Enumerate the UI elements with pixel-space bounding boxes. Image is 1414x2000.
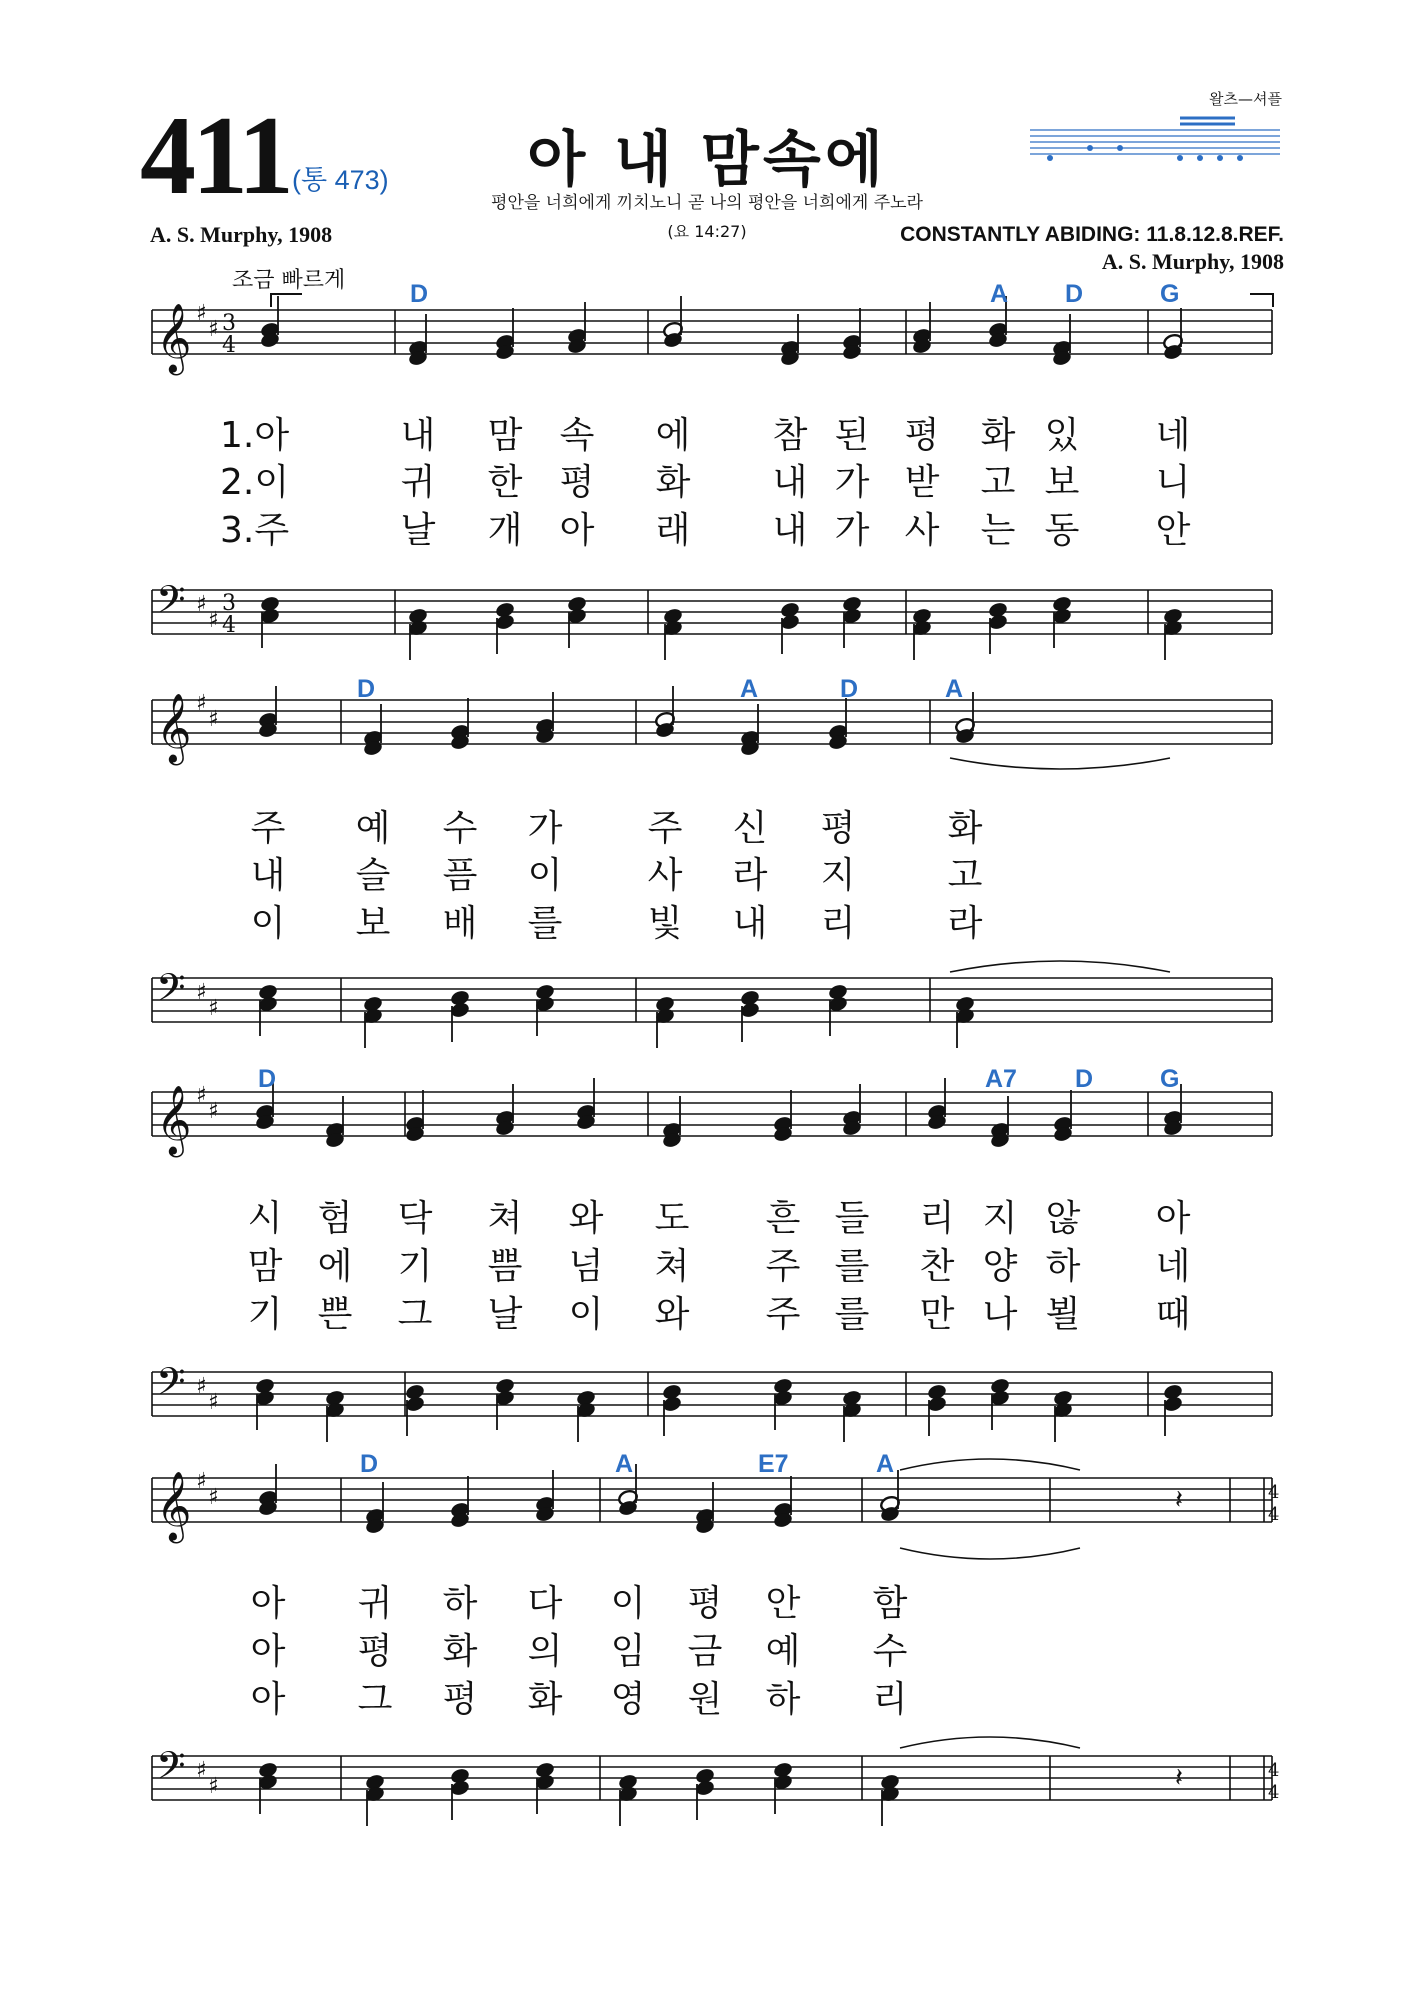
lyric-syllable: 찬: [919, 1246, 955, 1287]
chord-symbol: A7: [985, 1065, 1017, 1093]
bass-clef: 𝄢: [156, 965, 186, 1019]
sharp-sign: ♯: [208, 1099, 219, 1124]
lyric-syllable: 리: [919, 1198, 955, 1239]
time-signature: 4: [222, 333, 236, 358]
lyric-syllable: 주: [765, 1246, 801, 1287]
lyric-syllable: 배: [442, 903, 478, 944]
lyric-syllable: 가: [834, 462, 870, 503]
chord-symbol: A: [615, 1450, 634, 1478]
lyric-syllable: 들: [834, 1198, 870, 1239]
chord-symbol: G: [1160, 280, 1180, 308]
lyric-syllable: 평: [904, 415, 940, 456]
lyric-syllable: 때: [1155, 1294, 1191, 1335]
lyric-syllable: 이: [250, 903, 286, 944]
scripture-reference: (요 14:27): [667, 222, 747, 241]
lyric-syllable: 기: [247, 1294, 283, 1335]
lyric-syllable: 신: [732, 808, 768, 849]
sharp-sign: ♯: [208, 317, 219, 342]
lyric-syllable: 된: [834, 415, 870, 456]
verse-number-syllable: 2.이: [220, 462, 290, 503]
sharp-sign: ♯: [196, 691, 207, 716]
time-signature: 4: [1268, 1782, 1280, 1803]
chord-symbol: A: [876, 1450, 895, 1478]
sharp-sign: ♯: [208, 608, 219, 633]
lyric-syllable: 의: [527, 1631, 563, 1672]
rhythm-pattern-label: 왈츠—셔플: [1209, 90, 1282, 108]
chord-symbol: A: [990, 280, 1009, 308]
lyric-syllable: 그: [357, 1679, 393, 1720]
lyric-syllable: 참: [772, 415, 808, 456]
lyric-syllable: 화: [527, 1679, 563, 1720]
lyric-syllable: 지: [982, 1198, 1018, 1239]
lyric-syllable: 를: [527, 903, 563, 944]
time-signature: 4: [1268, 1482, 1280, 1503]
lyric-syllable: 안: [765, 1583, 801, 1624]
sharp-sign: ♯: [208, 707, 219, 732]
lyric-syllable: 이: [610, 1583, 646, 1624]
lyric-syllable: 만: [919, 1294, 955, 1335]
lyric-syllable: 는: [980, 510, 1016, 551]
lyric-syllable: 쁨: [487, 1246, 523, 1287]
lyric-syllable: 하: [765, 1679, 801, 1720]
chord-symbol: D: [840, 675, 859, 703]
lyric-syllable: 한: [487, 462, 523, 503]
lyric-syllable: 수: [872, 1631, 908, 1672]
lyric-syllable: 아: [559, 510, 595, 551]
lyric-syllable: 화: [442, 1631, 478, 1672]
tie: [900, 1459, 1080, 1470]
sharp-sign: ♯: [196, 1469, 207, 1494]
lyric-syllable: 화: [947, 808, 983, 849]
chord-symbol: A: [740, 675, 759, 703]
sharp-sign: ♯: [196, 301, 207, 326]
sharp-sign: ♯: [196, 980, 207, 1005]
tempo-marking: 조금 빠르게: [232, 268, 346, 293]
time-signature: 4: [1268, 1504, 1280, 1525]
lyric-syllable: 임: [610, 1631, 646, 1672]
lyric-syllable: 사: [647, 855, 683, 896]
treble-clef: 𝄞: [156, 1471, 192, 1541]
lyric-syllable: 함: [872, 1583, 908, 1624]
lyric-syllable: 쳐: [654, 1246, 690, 1287]
lyric-syllable: 뵐: [1045, 1294, 1081, 1335]
tie: [900, 1548, 1080, 1559]
lyric-syllable: 아: [250, 1631, 286, 1672]
lyricist-credit: A. S. Murphy, 1908: [150, 222, 333, 247]
lyric-syllable: 맘: [247, 1246, 283, 1287]
lyric-syllable: 평: [357, 1631, 393, 1672]
lyric-syllable: 금: [687, 1631, 723, 1672]
lyric-syllable: 를: [834, 1246, 870, 1287]
quarter-rest: 𝄽: [1175, 1485, 1183, 1515]
lyric-syllable: 넘: [568, 1246, 604, 1287]
lyric-syllable: 지: [820, 855, 856, 896]
lyric-syllable: 슬: [355, 855, 391, 896]
lyric-syllable: 평: [687, 1583, 723, 1624]
chord-symbol: D: [360, 1450, 379, 1478]
lyric-syllable: 네: [1155, 1246, 1191, 1287]
lyric-syllable: 주: [765, 1294, 801, 1335]
lyric-syllable: 이: [568, 1294, 604, 1335]
treble-clef: 𝄞: [156, 303, 192, 373]
lyric-syllable: 예: [355, 808, 391, 849]
lyric-syllable: 받: [904, 462, 940, 503]
lyric-syllable: 가: [527, 808, 563, 849]
lyric-syllable: 귀: [400, 462, 436, 503]
lyric-syllable: 라: [732, 855, 768, 896]
lyric-syllable: 픔: [442, 855, 478, 896]
lyric-syllable: 평: [559, 462, 595, 503]
lyric-syllable: 주: [250, 808, 286, 849]
lyric-syllable: 라: [947, 903, 983, 944]
lyric-syllable: 귀: [357, 1583, 393, 1624]
bass-clef: 𝄢: [156, 1743, 186, 1797]
lyric-syllable: 기: [397, 1246, 433, 1287]
hymn-title: 아 내 맘속에: [527, 125, 887, 195]
lyric-syllable: 양: [982, 1246, 1018, 1287]
lyric-syllable: 도: [654, 1198, 690, 1239]
lyric-syllable: 내: [400, 415, 436, 456]
lyric-syllable: 고: [947, 855, 983, 896]
lyric-syllable: 않: [1045, 1198, 1081, 1239]
treble-clef: 𝄞: [156, 1085, 192, 1155]
lyric-syllable: 닥: [397, 1198, 433, 1239]
lyric-syllable: 동: [1044, 510, 1080, 551]
lyric-syllable: 사: [904, 510, 940, 551]
lyric-syllable: 있: [1044, 415, 1080, 456]
lyric-syllable: 내: [732, 903, 768, 944]
sharp-sign: ♯: [208, 1485, 219, 1510]
lyric-syllable: 에: [655, 415, 691, 456]
chord-symbol: G: [1160, 1065, 1180, 1093]
lyric-syllable: 하: [442, 1583, 478, 1624]
lyric-syllable: 다: [527, 1583, 563, 1624]
lyric-syllable: 평: [820, 808, 856, 849]
tie: [950, 758, 1170, 769]
lyric-syllable: 쁜: [317, 1294, 353, 1335]
chord-symbol: D: [258, 1065, 277, 1093]
lyric-syllable: 시: [247, 1198, 283, 1239]
lyric-syllable: 나: [982, 1294, 1018, 1335]
lyric-syllable: 화: [980, 415, 1016, 456]
lyric-syllable: 니: [1155, 462, 1191, 503]
chord-symbol: A: [945, 675, 964, 703]
chord-symbol: D: [1065, 280, 1084, 308]
sharp-sign: ♯: [208, 1390, 219, 1415]
lyric-syllable: 속: [559, 415, 595, 456]
verse-number-syllable: 3.주: [220, 510, 290, 551]
sharp-sign: ♯: [196, 592, 207, 617]
time-signature: 4: [222, 613, 236, 638]
time-signature: 3: [222, 591, 236, 616]
lyric-syllable: 주: [647, 808, 683, 849]
scripture-verse: 평안을 너희에게 끼치노니 곧 나의 평안을 너희에게 주노라: [491, 193, 923, 213]
lyric-syllable: 안: [1155, 510, 1191, 551]
lyric-syllable: 리: [820, 903, 856, 944]
lyric-syllable: 아: [250, 1583, 286, 1624]
lyric-syllable: 가: [834, 510, 870, 551]
lyric-syllable: 화: [655, 462, 691, 503]
chord-symbol: D: [410, 280, 429, 308]
lyric-syllable: 와: [654, 1294, 690, 1335]
lyric-syllable: 리: [872, 1679, 908, 1720]
lyric-syllable: 험: [317, 1198, 353, 1239]
verse-number-syllable: 1.아: [220, 415, 290, 456]
sharp-sign: ♯: [196, 1374, 207, 1399]
lyric-syllable: 예: [765, 1631, 801, 1672]
chord-symbol: D: [1075, 1065, 1094, 1093]
sharp-sign: ♯: [196, 1083, 207, 1108]
hymn-number: 411: [140, 94, 290, 218]
lyric-syllable: 를: [834, 1294, 870, 1335]
lyric-syllable: 아: [250, 1679, 286, 1720]
lyric-syllable: 흔: [765, 1198, 801, 1239]
lyric-syllable: 개: [487, 510, 523, 551]
old-hymn-number: (통 473): [292, 165, 389, 195]
lyric-syllable: 와: [568, 1198, 604, 1239]
lyric-syllable: 날: [400, 510, 436, 551]
treble-clef: 𝄞: [156, 693, 192, 763]
lyric-syllable: 아: [1155, 1198, 1191, 1239]
sharp-sign: ♯: [208, 1774, 219, 1799]
lyric-syllable: 래: [655, 510, 691, 551]
lyric-syllable: 보: [355, 903, 391, 944]
sharp-sign: ♯: [208, 996, 219, 1021]
chord-symbol: D: [357, 675, 376, 703]
tune-meter: CONSTANTLY ABIDING: 11.8.12.8.REF.: [900, 223, 1284, 246]
lyric-syllable: 하: [1045, 1246, 1081, 1287]
time-signature: 3: [222, 311, 236, 336]
composer-credit: A. S. Murphy, 1908: [1101, 249, 1284, 274]
chord-symbol: E7: [758, 1450, 789, 1478]
time-signature: 4: [1268, 1760, 1280, 1781]
bass-clef: 𝄢: [156, 577, 186, 631]
lyric-syllable: 영: [610, 1679, 646, 1720]
tie: [900, 1737, 1080, 1748]
lyric-syllable: 그: [397, 1294, 433, 1335]
lyric-syllable: 빛: [647, 903, 683, 944]
lyric-syllable: 수: [442, 808, 478, 849]
tie: [950, 961, 1170, 972]
lyric-syllable: 고: [980, 462, 1016, 503]
bass-clef: 𝄢: [156, 1359, 186, 1413]
lyric-syllable: 내: [772, 462, 808, 503]
lyric-syllable: 원: [687, 1679, 723, 1720]
lyric-syllable: 날: [487, 1294, 523, 1335]
quarter-rest: 𝄽: [1175, 1763, 1183, 1793]
lyric-syllable: 네: [1155, 415, 1191, 456]
lyric-syllable: 이: [527, 855, 563, 896]
lyric-syllable: 내: [772, 510, 808, 551]
lyric-syllable: 내: [250, 855, 286, 896]
lyric-syllable: 에: [317, 1246, 353, 1287]
lyric-syllable: 보: [1044, 462, 1080, 503]
lyric-syllable: 맘: [487, 415, 523, 456]
sharp-sign: ♯: [196, 1758, 207, 1783]
lyric-syllable: 쳐: [487, 1198, 523, 1239]
lyric-syllable: 평: [442, 1679, 478, 1720]
